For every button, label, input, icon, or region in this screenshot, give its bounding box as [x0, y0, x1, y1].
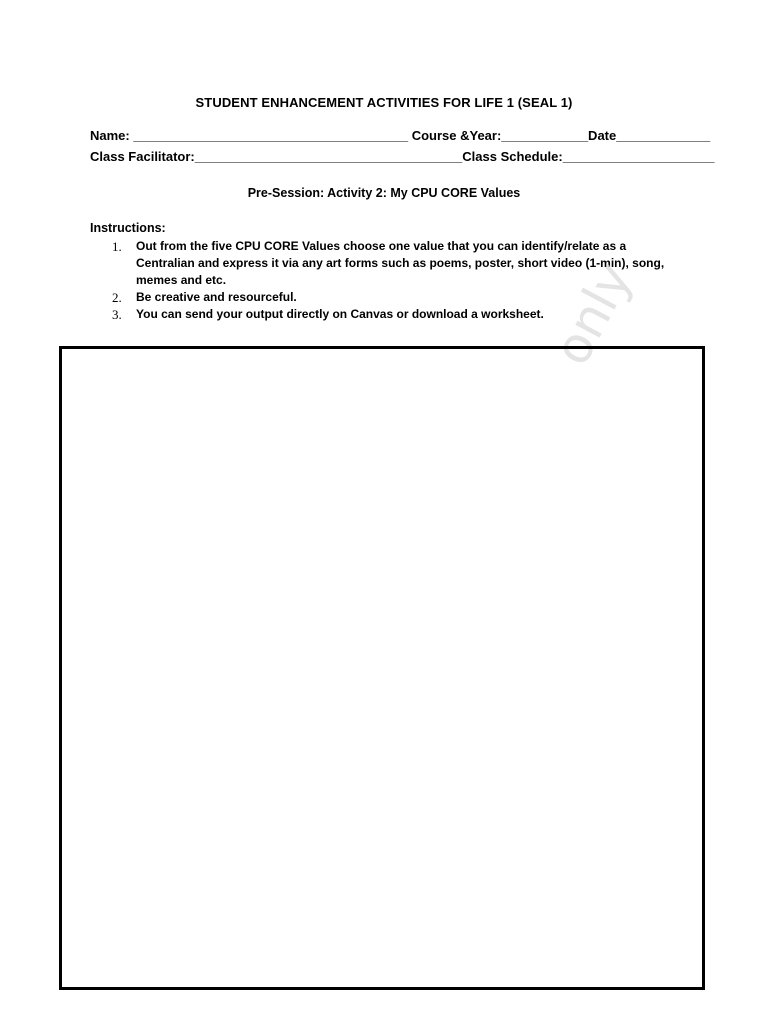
instructions-label: Instructions: — [90, 221, 166, 235]
facilitator-schedule-line: Class Facilitator:_____________________________________Class Schedule:_____________________ — [90, 149, 715, 164]
instruction-number: 1. — [112, 239, 122, 254]
document-title: STUDENT ENHANCEMENT ACTIVITIES FOR LIFE 1 (SEAL 1) — [195, 95, 573, 110]
instruction-number: 3. — [112, 307, 122, 322]
instruction-text: Out from the five CPU CORE Values choose one value that you can identify/relate as a Centralian and express it via any art forms such as poems, poster, short video (1-min), song, memes and etc. — [136, 239, 665, 287]
instruction-number: 2. — [112, 290, 122, 305]
watermark: only — [542, 253, 644, 375]
instruction-text: Be creative and resourceful. — [136, 290, 297, 304]
instruction-text: You can send your output directly on Canvas or download a worksheet. — [136, 307, 544, 321]
activity-title: Pre-Session: Activity 2: My CPU CORE Values — [247, 186, 521, 200]
answer-box — [59, 346, 705, 990]
name-course-date-line: Name: ______________________________________ Course &Year:____________Date_____________ — [90, 128, 711, 143]
